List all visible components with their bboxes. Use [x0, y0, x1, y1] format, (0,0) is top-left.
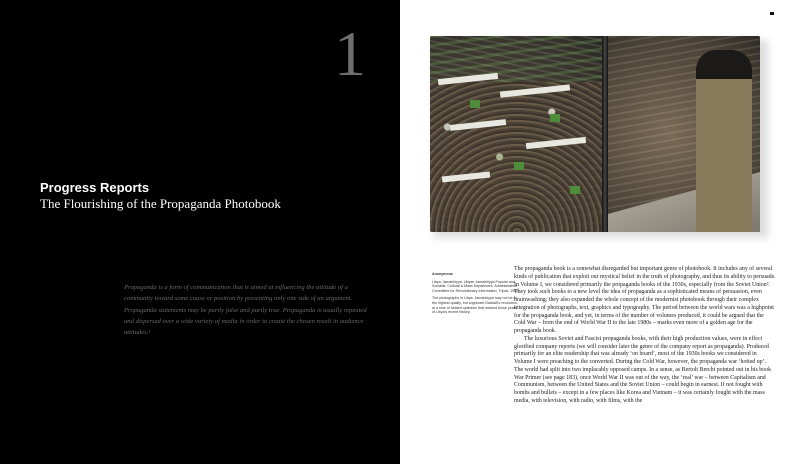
body-paragraph: The propaganda book is a somewhat disregarded but important genre of photobook. It includes any of several kinds of publication that exploit our mystical belief in the truth of photography, and thus its ability to persuade. In Volume I, we considered primarily the propaganda books of the 1930s, especially from the Soviet Union². They took such books to a new level the idea of propaganda as a sophisticated means of persuasion, even brainwashing; they also expanded the whole concept of the modernist photobook through their complex integration of photographs, text, graphics and typography. The period between the world wars was a highpoint for the propaganda book, and yet, in terms of the number of volumes produced, it could be argued that the Cold War – from the end of World War II to the late 1980s – marks even more of a golden age for the propaganda book.	[514, 266, 776, 334]
photo-caption	[432, 272, 520, 315]
epigraph: Propaganda is a form of communication that is aimed at influencing the attitude of a community toward some cause or position by presenting only one side of an argument. Propaganda statements may be partly false and partly true. Propaganda is usually repeated and dispersed over a wide variety of media in order to create the chosen result in audience attitudes.¹	[124, 284, 367, 337]
caption-label: Anonymous	[432, 272, 453, 276]
caption-note: The photographs in Libya: Jamahiriyya may not be of the highest quality, but cognizant Gaddafi's revolution, at a time of heated optimism that marked those years of Libya's recent history.	[432, 296, 518, 315]
body-text	[514, 266, 776, 406]
chapter-number: 1	[334, 18, 366, 89]
flag	[514, 162, 524, 170]
standing-figure	[696, 50, 752, 232]
chapter-subtitle: The Flourishing of the Propaganda Photobook	[40, 196, 281, 211]
book-right-page-portrait-photo	[608, 36, 760, 232]
flag	[470, 100, 480, 108]
crowd-texture	[430, 82, 604, 232]
caption-credit: Libya: Jamahiriyya. Libyan Jamahiriyya Popular and Socialist, Cultural & Mass Department, Administrative Committee for Revolutionary Information, Tripoli, 1985	[432, 279, 519, 293]
flag	[550, 114, 560, 122]
book-left-page-crowd-photo	[430, 36, 604, 232]
chapter-title: Progress Reports	[40, 180, 150, 195]
flag	[570, 186, 580, 194]
photobook-illustration	[430, 36, 760, 232]
right-page	[400, 0, 800, 464]
folio-mark	[770, 12, 774, 15]
body-paragraph: The luxurious Soviet and Fascist propaganda books, with their high production values, were in effect glorified company reports (we will consider later the genre of the company report as propaganda). Produced primarily for an elite readership that was already ‘on board’, most of the 1930s books we considered in Volume I were preaching to the converted. During the Cold War, however, the propaganda war ‘hotted up’. The world had split into two implacably opposed camps. In a sense, as Bertolt Brecht pointed out in his book War Primer (see page 183), once World War II was out of the way, the ‘real’ war – between Capitalism and Communism, between the United States and the Soviet Union – could begin in earnest. If not fought with bombs and bullets – except in a few places like Korea and Vietnam – it was certainly fought with the mass media, with television, with radio, with films, with the	[514, 335, 772, 404]
